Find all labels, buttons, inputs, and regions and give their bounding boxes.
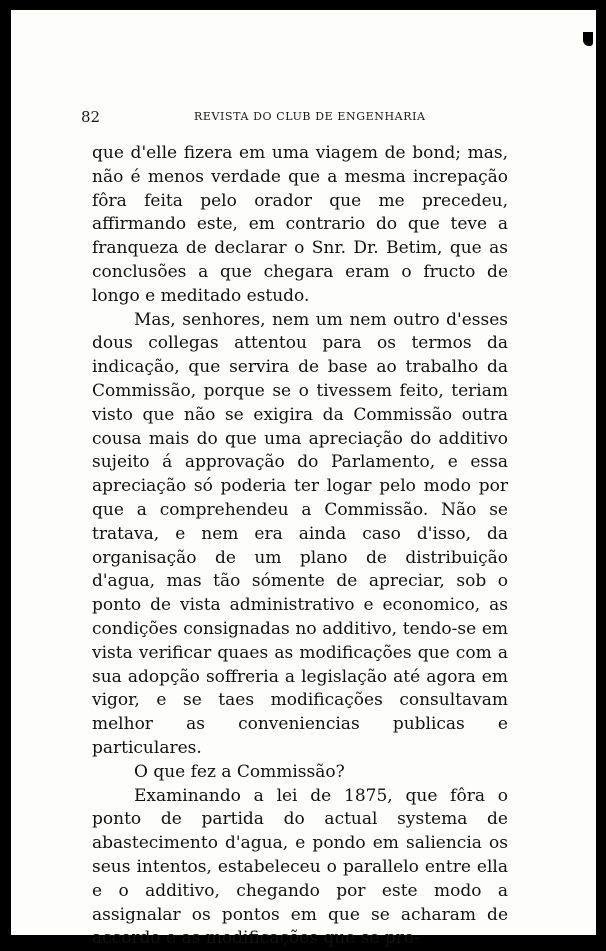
page-number: 82 bbox=[81, 108, 101, 126]
running-title: REVISTA DO CLUB DE ENGENHARIA bbox=[194, 110, 426, 123]
paragraph: Mas, senhores, nem um nem outro d'esses dous collegas attentou para os termos da indicação, que servira de base ao trabalho da Commissão, porque se o tivessem feito, teriam visto que não se exigira da Commissão outra cousa mais do que uma apreciação do additivo sujeito á approvação do Parlamento, e essa apreciação só poderia ter logar pelo modo por que a comprehendeu a Commissão. Não se tratava, e nem era ainda caso d'isso, da organisação de um plano de distribuição d'agua, mas tão sómente de apreciar, sob o ponto de vista administrativo e economico, as condições consignadas no additivo, tendo-se em vista verificar quaes as modificações que com a sua adopção soffreria a legislação até agora em vigor, e se taes modificações consultavam melhor as conveniencias publicas e particulares. bbox=[92, 309, 508, 758]
paragraph: O que fez a Commissão? bbox=[134, 761, 345, 782]
scan-artifact bbox=[583, 32, 593, 46]
paragraph: Examinando a lei de 1875, que fôra o ponto de partida do actual systema de abastecimento d'agua, e pondo em saliencia os seus intentos, estabeleceu o parallelo entre ella e o additivo, chegando por este modo a assignalar os pontos em que se acharam de accordo e as modificações que se pro- bbox=[92, 785, 508, 949]
body-text bbox=[92, 142, 508, 951]
paragraph: que d'elle fizera em uma viagem de bond; mas, não é menos verdade que a mesma increpação fôra feita pelo orador que me precedeu, affirmando este, em contrario do que teve a franqueza de declarar o Snr. Dr. Betim, que as conclusões a que chegara eram o fructo de longo e meditado estudo. bbox=[92, 143, 508, 306]
